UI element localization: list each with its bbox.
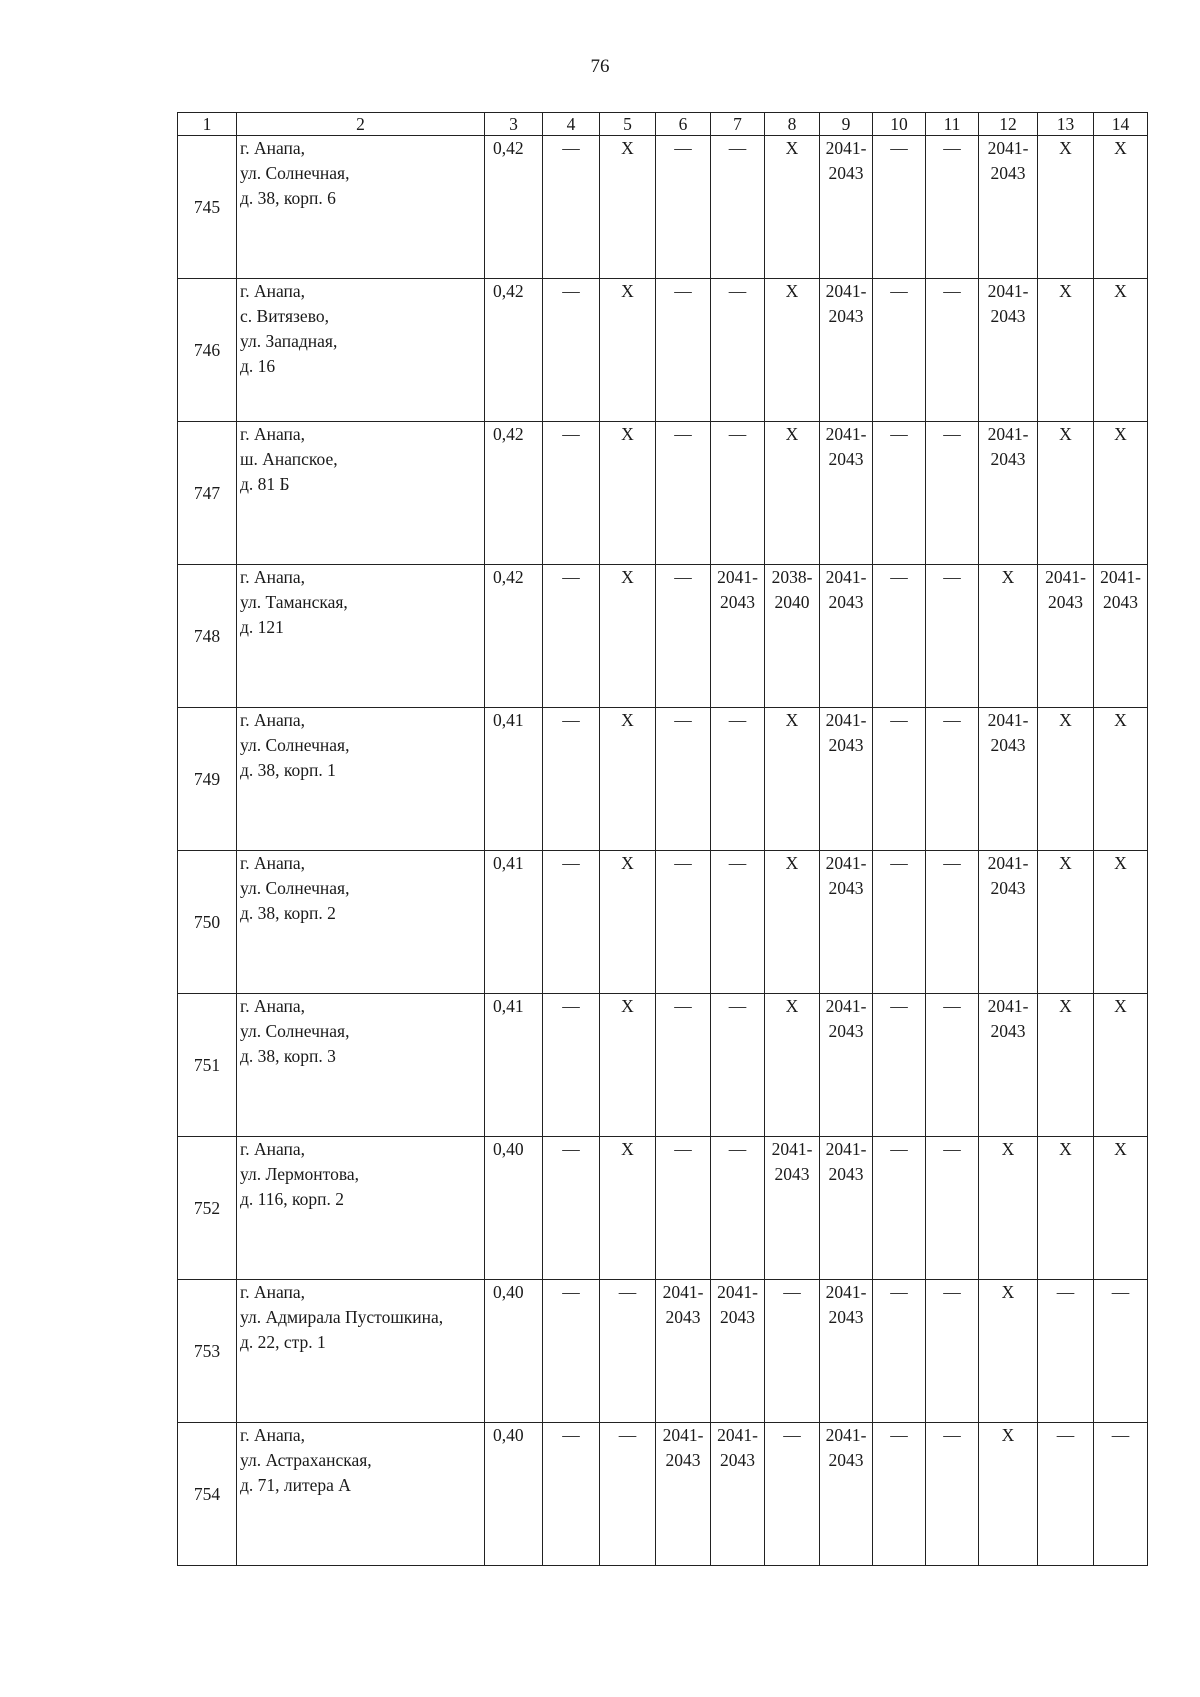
- status-cell: —: [711, 279, 765, 422]
- value-cell: 0,40: [485, 1423, 543, 1566]
- period-part: 2043: [720, 1450, 755, 1470]
- period-part: 2043: [828, 1307, 864, 1327]
- address-line: д. 38, корп. 2: [240, 903, 336, 923]
- status-cell: —: [926, 1423, 979, 1566]
- address-line: д. 38, корп. 6: [240, 188, 336, 208]
- status-cell: X: [600, 1137, 656, 1280]
- status-cell: [979, 851, 1038, 994]
- status-cell: —: [543, 136, 600, 279]
- period-part: 2041-: [825, 138, 867, 158]
- status-cell: [820, 1280, 873, 1423]
- status-cell: [979, 994, 1038, 1137]
- status-cell: [1038, 565, 1094, 708]
- period-part: 2041-: [717, 1425, 758, 1445]
- status-cell: [979, 708, 1038, 851]
- address-cell: [237, 279, 485, 422]
- status-cell: —: [543, 422, 600, 565]
- column-header: 5: [600, 113, 656, 136]
- address-line: г. Анапа,: [240, 567, 306, 587]
- period-part: 2043: [1103, 592, 1138, 612]
- table-row: [178, 565, 1148, 708]
- address-line: д. 81 Б: [240, 474, 290, 494]
- status-cell: —: [656, 279, 711, 422]
- period-part: 2043: [828, 449, 864, 469]
- period-part: 2043: [828, 163, 864, 183]
- period-part: 2043: [990, 163, 1026, 183]
- status-cell: [979, 422, 1038, 565]
- status-cell: [820, 851, 873, 994]
- value-cell: 0,42: [485, 565, 543, 708]
- status-cell: X: [1038, 136, 1094, 279]
- address-line: ул. Западная,: [240, 331, 338, 351]
- address-line: г. Анапа,: [240, 1139, 306, 1159]
- status-cell: [1094, 565, 1148, 708]
- period-part: 2041-: [987, 853, 1029, 873]
- status-cell: —: [926, 851, 979, 994]
- status-cell: X: [765, 994, 820, 1137]
- address-line: г. Анапа,: [240, 710, 306, 730]
- address-cell: [237, 851, 485, 994]
- period-part: 2040: [774, 592, 810, 612]
- period-part: 2043: [990, 878, 1026, 898]
- value-cell: 0,41: [485, 851, 543, 994]
- address-line: д. 22, стр. 1: [240, 1332, 326, 1352]
- page-number: 76: [590, 56, 610, 77]
- status-cell: [656, 1423, 711, 1566]
- status-cell: X: [1038, 279, 1094, 422]
- period-part: 2041-: [987, 281, 1029, 301]
- period-part: 2043: [828, 1164, 864, 1184]
- status-cell: —: [926, 422, 979, 565]
- address-line: ул. Лермонтова,: [240, 1164, 359, 1184]
- status-cell: X: [1094, 994, 1148, 1137]
- status-cell: —: [656, 136, 711, 279]
- status-cell: X: [979, 1423, 1038, 1566]
- period-part: 2043: [665, 1450, 701, 1470]
- column-header: 12: [979, 113, 1038, 136]
- address-line: д. 116, корп. 2: [240, 1189, 344, 1209]
- row-number: 751: [178, 994, 237, 1137]
- row-number: 746: [178, 279, 237, 422]
- period-part: 2041-: [987, 424, 1029, 444]
- period-part: 2041-: [987, 996, 1029, 1016]
- period-part: 2043: [720, 592, 755, 612]
- status-cell: —: [711, 708, 765, 851]
- address-cell: [237, 994, 485, 1137]
- table-row: [178, 1423, 1148, 1566]
- status-cell: —: [543, 994, 600, 1137]
- status-cell: [979, 279, 1038, 422]
- status-cell: [820, 1423, 873, 1566]
- status-cell: —: [873, 708, 926, 851]
- status-cell: X: [979, 1137, 1038, 1280]
- status-cell: —: [1038, 1280, 1094, 1423]
- address-line: ул. Солнечная,: [240, 163, 350, 183]
- address-cell: [237, 136, 485, 279]
- status-cell: —: [926, 136, 979, 279]
- address-line: д. 38, корп. 3: [240, 1046, 336, 1066]
- period-part: 2043: [774, 1164, 810, 1184]
- table-row: [178, 708, 1148, 851]
- period-part: 2041-: [825, 281, 867, 301]
- status-cell: [820, 279, 873, 422]
- status-cell: —: [711, 1137, 765, 1280]
- status-cell: X: [600, 994, 656, 1137]
- status-cell: X: [600, 279, 656, 422]
- address-line: г. Анапа,: [240, 853, 306, 873]
- period-part: 2041-: [825, 853, 867, 873]
- status-cell: X: [1094, 708, 1148, 851]
- status-cell: —: [926, 994, 979, 1137]
- column-header: 14: [1094, 113, 1148, 136]
- period-part: 2043: [828, 592, 864, 612]
- row-number: 752: [178, 1137, 237, 1280]
- status-cell: [711, 1280, 765, 1423]
- status-cell: —: [656, 851, 711, 994]
- period-part: 2041-: [825, 1282, 867, 1302]
- status-cell: X: [979, 565, 1038, 708]
- period-part: 2041-: [987, 710, 1029, 730]
- status-cell: —: [926, 1137, 979, 1280]
- status-cell: [765, 565, 820, 708]
- column-header: 9: [820, 113, 873, 136]
- period-part: 2043: [990, 735, 1026, 755]
- status-cell: [820, 994, 873, 1137]
- period-part: 2041-: [987, 138, 1029, 158]
- status-cell: X: [765, 136, 820, 279]
- status-cell: X: [1038, 1137, 1094, 1280]
- status-cell: X: [1094, 1137, 1148, 1280]
- status-cell: —: [711, 851, 765, 994]
- address-line: д. 38, корп. 1: [240, 760, 336, 780]
- status-cell: X: [1038, 994, 1094, 1137]
- address-cell: [237, 708, 485, 851]
- status-cell: [979, 136, 1038, 279]
- address-line: ул. Таманская,: [240, 592, 348, 612]
- table-row: [178, 136, 1148, 279]
- status-cell: —: [873, 1423, 926, 1566]
- status-cell: [656, 1280, 711, 1423]
- address-line: ул. Солнечная,: [240, 878, 350, 898]
- status-cell: [820, 1137, 873, 1280]
- period-part: 2041-: [771, 1139, 813, 1159]
- status-cell: X: [1094, 136, 1148, 279]
- address-line: ул. Солнечная,: [240, 1021, 350, 1041]
- status-cell: X: [600, 422, 656, 565]
- status-cell: —: [656, 1137, 711, 1280]
- period-part: 2043: [828, 735, 864, 755]
- period-part: 2041-: [1045, 567, 1086, 587]
- address-line: с. Витязево,: [240, 306, 329, 326]
- status-cell: [765, 1137, 820, 1280]
- period-part: 2041-: [662, 1425, 704, 1445]
- status-cell: —: [765, 1423, 820, 1566]
- row-number: 749: [178, 708, 237, 851]
- status-cell: X: [1038, 851, 1094, 994]
- status-cell: —: [1038, 1423, 1094, 1566]
- status-cell: —: [711, 422, 765, 565]
- status-cell: —: [543, 851, 600, 994]
- address-line: г. Анапа,: [240, 1425, 306, 1445]
- status-cell: —: [543, 1423, 600, 1566]
- status-cell: —: [600, 1280, 656, 1423]
- period-part: 2043: [720, 1307, 755, 1327]
- status-cell: [820, 136, 873, 279]
- period-part: 2043: [990, 449, 1026, 469]
- column-header: 10: [873, 113, 926, 136]
- period-part: 2041-: [825, 710, 867, 730]
- period-part: 2043: [828, 1450, 864, 1470]
- value-cell: 0,41: [485, 994, 543, 1137]
- status-cell: —: [543, 565, 600, 708]
- status-cell: X: [1038, 708, 1094, 851]
- status-cell: [711, 1423, 765, 1566]
- status-cell: —: [711, 136, 765, 279]
- status-cell: X: [1094, 851, 1148, 994]
- status-cell: —: [926, 1280, 979, 1423]
- status-cell: [820, 708, 873, 851]
- status-cell: —: [656, 565, 711, 708]
- value-cell: 0,40: [485, 1137, 543, 1280]
- period-part: 2043: [828, 306, 864, 326]
- address-cell: [237, 1423, 485, 1566]
- registry-table: [177, 112, 1148, 1566]
- column-header: 1: [178, 113, 237, 136]
- status-cell: X: [1094, 279, 1148, 422]
- status-cell: —: [873, 565, 926, 708]
- status-cell: —: [1094, 1423, 1148, 1566]
- status-cell: —: [1094, 1280, 1148, 1423]
- status-cell: X: [765, 851, 820, 994]
- status-cell: X: [1094, 422, 1148, 565]
- row-number: 750: [178, 851, 237, 994]
- status-cell: —: [873, 1280, 926, 1423]
- column-header: 2: [237, 113, 485, 136]
- row-number: 754: [178, 1423, 237, 1566]
- address-line: ул. Астраханская,: [240, 1450, 372, 1470]
- address-cell: [237, 1137, 485, 1280]
- column-header: 3: [485, 113, 543, 136]
- status-cell: X: [1038, 422, 1094, 565]
- address-line: д. 71, литера А: [240, 1475, 351, 1495]
- status-cell: —: [656, 708, 711, 851]
- status-cell: —: [926, 279, 979, 422]
- table-row: [178, 994, 1148, 1137]
- period-part: 2043: [828, 878, 864, 898]
- period-part: 2043: [990, 306, 1026, 326]
- address-line: ул. Адмирала Пустошкина,: [240, 1307, 444, 1327]
- table-row: [178, 1137, 1148, 1280]
- value-cell: 0,41: [485, 708, 543, 851]
- status-cell: X: [600, 708, 656, 851]
- status-cell: —: [926, 708, 979, 851]
- row-number: 748: [178, 565, 237, 708]
- period-part: 2043: [1048, 592, 1083, 612]
- value-cell: 0,42: [485, 279, 543, 422]
- header-row: [178, 113, 1148, 136]
- status-cell: —: [543, 1137, 600, 1280]
- table-row: [178, 422, 1148, 565]
- period-part: 2041-: [825, 567, 867, 587]
- status-cell: —: [543, 708, 600, 851]
- address-line: ул. Солнечная,: [240, 735, 350, 755]
- address-cell: [237, 565, 485, 708]
- status-cell: [820, 565, 873, 708]
- status-cell: —: [711, 994, 765, 1137]
- address-line: г. Анапа,: [240, 281, 306, 301]
- column-header: 13: [1038, 113, 1094, 136]
- value-cell: 0,42: [485, 422, 543, 565]
- status-cell: —: [656, 422, 711, 565]
- status-cell: —: [873, 851, 926, 994]
- column-header: 8: [765, 113, 820, 136]
- status-cell: —: [600, 1423, 656, 1566]
- address-line: г. Анапа,: [240, 138, 306, 158]
- address-line: г. Анапа,: [240, 996, 306, 1016]
- table-row: [178, 1280, 1148, 1423]
- status-cell: —: [656, 994, 711, 1137]
- status-cell: —: [873, 136, 926, 279]
- period-part: 2043: [665, 1307, 701, 1327]
- period-part: 2041-: [825, 1425, 867, 1445]
- status-cell: —: [543, 1280, 600, 1423]
- status-cell: X: [765, 708, 820, 851]
- period-part: 2041-: [825, 1139, 867, 1159]
- status-cell: X: [765, 422, 820, 565]
- table-row: [178, 851, 1148, 994]
- status-cell: X: [600, 851, 656, 994]
- status-cell: —: [926, 565, 979, 708]
- address-line: г. Анапа,: [240, 1282, 306, 1302]
- period-part: 2041-: [825, 424, 867, 444]
- status-cell: X: [600, 565, 656, 708]
- period-part: 2041-: [717, 567, 758, 587]
- status-cell: [820, 422, 873, 565]
- value-cell: 0,42: [485, 136, 543, 279]
- status-cell: X: [765, 279, 820, 422]
- row-number: 753: [178, 1280, 237, 1423]
- table-row: [178, 279, 1148, 422]
- status-cell: —: [765, 1280, 820, 1423]
- row-number: 745: [178, 136, 237, 279]
- status-cell: —: [543, 279, 600, 422]
- status-cell: [711, 565, 765, 708]
- address-line: ш. Анапское,: [240, 449, 338, 469]
- address-line: г. Анапа,: [240, 424, 306, 444]
- row-number: 747: [178, 422, 237, 565]
- address-line: д. 16: [240, 356, 276, 376]
- column-header: 11: [926, 113, 979, 136]
- column-header: 6: [656, 113, 711, 136]
- period-part: 2038-: [771, 567, 813, 587]
- period-part: 2041-: [717, 1282, 758, 1302]
- period-part: 2043: [828, 1021, 864, 1041]
- status-cell: —: [873, 422, 926, 565]
- period-part: 2043: [990, 1021, 1026, 1041]
- period-part: 2041-: [825, 996, 867, 1016]
- column-header: 4: [543, 113, 600, 136]
- status-cell: X: [979, 1280, 1038, 1423]
- status-cell: —: [873, 279, 926, 422]
- status-cell: —: [873, 1137, 926, 1280]
- period-part: 2041-: [662, 1282, 704, 1302]
- status-cell: X: [600, 136, 656, 279]
- address-cell: [237, 1280, 485, 1423]
- address-cell: [237, 422, 485, 565]
- address-line: д. 121: [240, 617, 284, 637]
- column-header: 7: [711, 113, 765, 136]
- status-cell: —: [873, 994, 926, 1137]
- value-cell: 0,40: [485, 1280, 543, 1423]
- period-part: 2041-: [1100, 567, 1141, 587]
